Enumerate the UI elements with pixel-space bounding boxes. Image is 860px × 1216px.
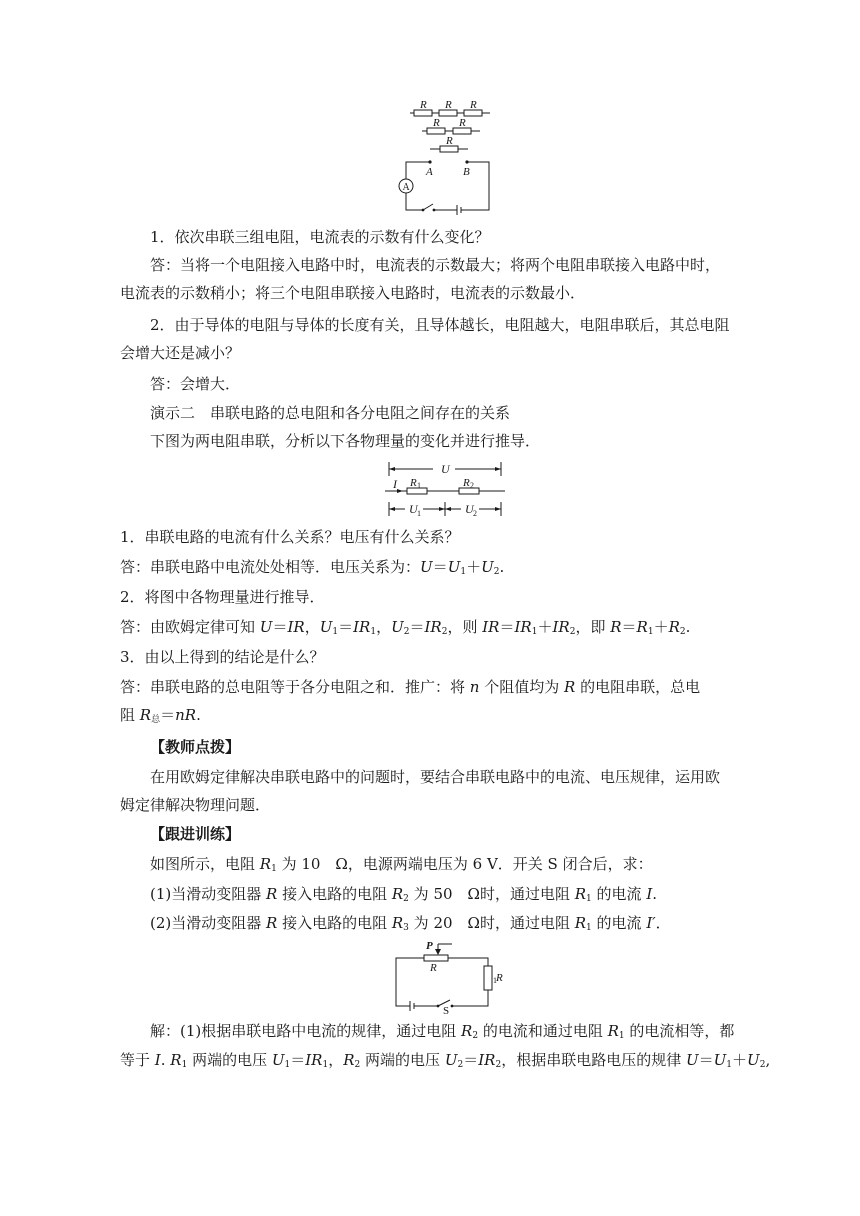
sub-answer-3-line-2: 阻 $R_总=nR$. [120, 706, 201, 725]
practice-intro: 如图所示，电阻 $R_1$ 为 10 Ω，电源两端电压为 6 V．开关 S 闭合后，求： [150, 855, 653, 874]
sub-question-3: 3．由以上得到的结论是什么？ [120, 648, 325, 666]
label-r2-subscript: 2 [470, 481, 474, 490]
label-u2: U [465, 502, 474, 516]
series-resistors-figure [383, 458, 507, 520]
label-u: U [441, 462, 450, 476]
label-terminal-b: B [463, 166, 470, 178]
label-p: P [426, 940, 433, 952]
label-r1: R [496, 972, 503, 984]
demo-2-title: 演示二 串联电路的总电阻和各分电阻之间存在的关系 [150, 404, 511, 422]
demo-2-intro: 下图为两电阻串联，分析以下各物理量的变化并进行推导． [150, 432, 541, 450]
sub-answer-3-line-1: 答：串联电路的总电阻等于各分电阻之和．推广：将 n 个阻值均为 R 的电阻串联，总电 [120, 678, 701, 696]
solution-line-2: 等于 I. $R_1$ 两端的电压 $U_1=IR_1$，$R_2$ 两端的电压 $U_2=IR_2$，根据串联电路电压的规律 $U=U_1+U_2$, [120, 1051, 771, 1070]
label-s: S [443, 1005, 450, 1017]
sub-question-1: 1．串联电路的电流有什么关系？电压有什么关系？ [120, 528, 460, 546]
label-r: R [420, 99, 427, 111]
label-terminal-a: A [426, 166, 433, 178]
answer-1-line-1: 答：当将一个电阻接入电路中时，电流表的示数最大；将两个电阻串联接入电路中时， [150, 256, 721, 274]
label-r: R [446, 135, 453, 147]
teacher-guidance-line-2: 姆定律解决物理问题． [120, 796, 271, 814]
label-r: R [470, 99, 477, 111]
sub-question-2: 2．将图中各物理量进行推导． [120, 588, 325, 606]
answer-2: 答：会增大． [150, 375, 241, 393]
answer-1-line-2: 电流表的示数稍小；将三个电阻串联接入电路时，电流表的示数最小． [120, 284, 586, 302]
practice-question-2: (2)当滑动变阻器 R 接入电路的电阻 $R_3$ 为 20 Ω时，通过电阻 $R_1$ 的电流 I′． [150, 914, 671, 933]
label-r: R [445, 99, 452, 111]
label-u1: U [409, 502, 418, 516]
teacher-guidance-title: 【教师点拨】 [150, 738, 241, 756]
label-u1-subscript: 1 [417, 509, 421, 518]
circuit-figure-resistor-groups [400, 98, 500, 218]
teacher-guidance-line-1: 在用欧姆定律解决串联电路中的问题时，要结合串联电路中的电流、电压规律，运用欧 [150, 768, 721, 786]
label-r1-subscript: 1 [493, 976, 497, 985]
solution-line-1: 解：(1)根据串联电路中电流的规律，通过电阻 $R_2$ 的电流和通过电阻 $R_1$ 的电流相等，都 [150, 1022, 735, 1041]
label-r1: R [410, 477, 417, 489]
practice-question-1: (1)当滑动变阻器 R 接入电路的电阻 $R_2$ 为 50 Ω时，通过电阻 $R_1$ 的电流 I. [150, 885, 658, 904]
label-r: R [430, 962, 437, 974]
sub-answer-1: 答：串联电路中电流处处相等．电压关系为：$U=U_1+U_2$. [120, 558, 505, 577]
ammeter-icon: A [402, 182, 410, 193]
practice-title: 【跟进训练】 [150, 825, 241, 843]
label-r: R [459, 117, 466, 129]
label-i: I [393, 477, 397, 491]
question-1: 1．依次串联三组电阻，电流表的示数有什么变化？ [150, 228, 490, 246]
sub-answer-2: 答：由欧姆定律可知 U＝IR，$U_1=IR_1$，$U_2=IR_2$，则 $IR=IR_1+IR_2$，即 $R=R_1+R_2$. [120, 618, 691, 637]
label-r2: R [463, 477, 470, 489]
label-r1-subscript: 1 [417, 481, 421, 490]
label-r: R [433, 117, 440, 129]
question-2-line-2: 会增大还是减小？ [120, 344, 241, 362]
label-u2-subscript: 2 [473, 509, 477, 518]
question-2-line-1: 2．由于导体的电阻与导体的长度有关，且导体越长，电阻越大，电阻串联后，其总电阻 [150, 316, 730, 334]
rheostat-circuit-figure [390, 938, 503, 1017]
